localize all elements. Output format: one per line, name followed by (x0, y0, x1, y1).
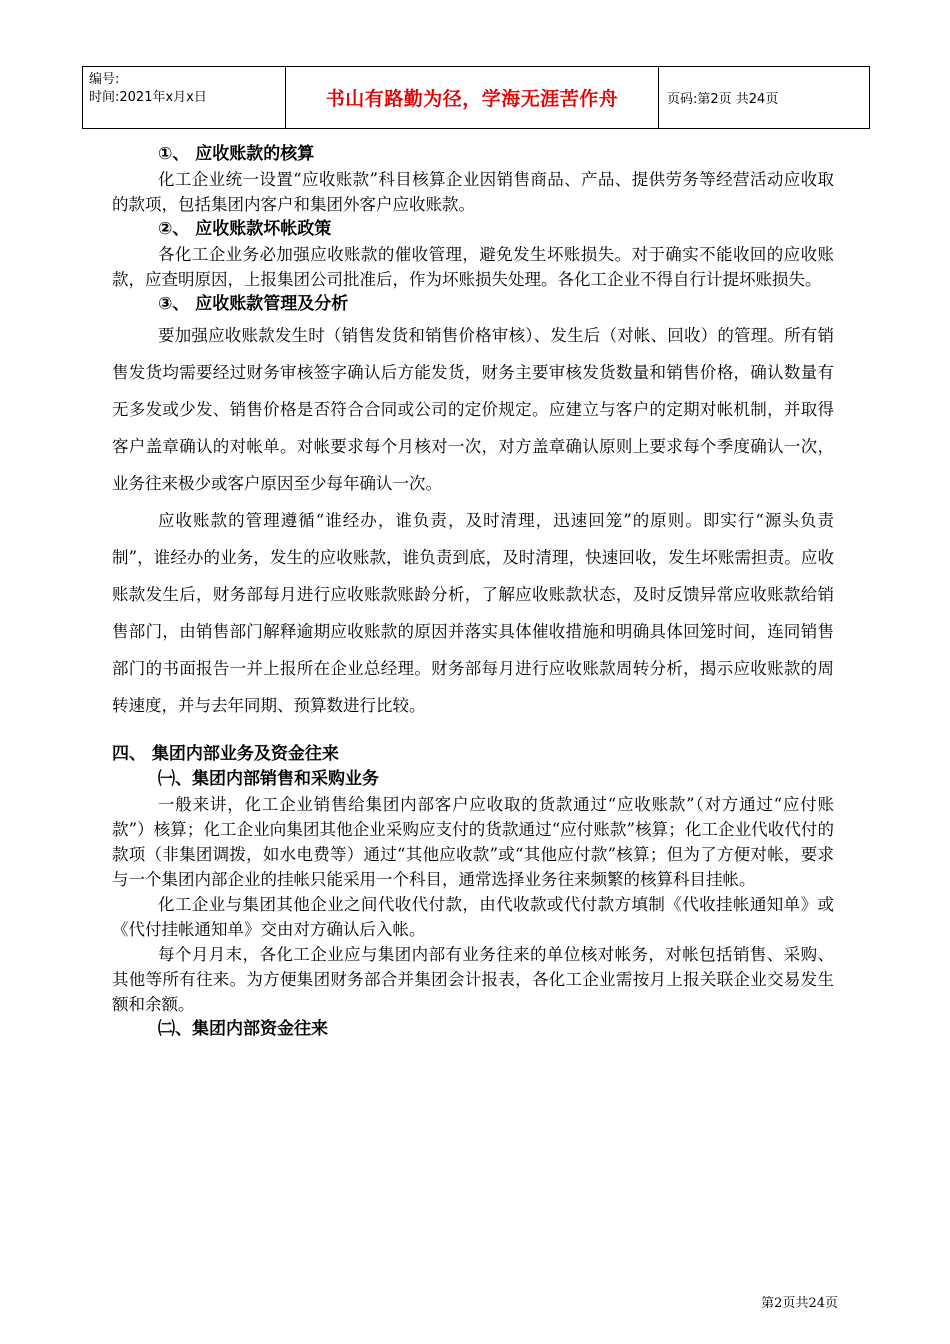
subsection-heading-2: ㈡、集团内部资金往来 (158, 1019, 328, 1039)
paragraph-4: 应收账款的管理遵循“谁经办，谁负责，及时清理，迅速回笼”的原则。即实行“源头负责制”，谁经办的业务，发生的应收账款，谁负责到底，及时清理，快速回收，发生坏账需担责。应收账款发生后，财务部每月进行应收账款账龄分析，了解应收账款状态，及时反馈异常应收账款给销售部门，由销售部门解释逾期应收账款的原因并落实具体催收措施和明确具体回笼时间，连同销售部门的书面报告一并上报所在企业总经理。财务部每月进行应收账款周转分析，揭示应收账款的周转速度，并与去年同期、预算数进行比较。 (112, 511, 834, 715)
header-meta (83, 67, 286, 128)
paragraph-7: 每个月月末，各化工企业应与集团内部有业务往来的单位核对帐务，对帐包括销售、采购、其他等所有往来。为方便集团财务部合并集团会计报表，各化工企业需按月上报关联企业交易发生额和余额。 (112, 945, 834, 1014)
paragraph-2: 各化工企业务必加强应收账款的催收管理，避免发生坏账损失。对于确实不能收回的应收账款，应查明原因，上报集团公司批准后，作为坏账损失处理。各化工企业不得自行计提坏账损失。 (112, 245, 834, 289)
document-time-label: 时间:2021年x月x日 (89, 90, 207, 105)
page-footer-number: 第2页共24页 (761, 1296, 838, 1311)
header-page-number: 页码:第2页 共24页 (667, 92, 779, 107)
section-heading-1: ①、 应收账款的核算 (158, 144, 315, 164)
section-heading-2: ②、 应收账款坏帐政策 (158, 219, 332, 239)
paragraph-3: 要加强应收账款发生时（销售发货和销售价格审核）、发生后（对帐、回收）的管理。所有销售发货均需要经过财务审核签字确认后方能发货，财务主要审核发货数量和销售价格，确认数量有无多发或少发、销售价格是否符合合同或公司的定价规定。应建立与客户的定期对帐机制，并取得客户盖章确认的对帐单。对帐要求每个月核对一次，对方盖章确认原则上要求每个季度确认一次，业务往来极少或客户原因至少每年确认一次。 (112, 326, 834, 493)
section-heading-3: ③、 应收账款管理及分析 (158, 294, 349, 314)
paragraph-5: 一般来讲，化工企业销售给集团内部客户应收取的货款通过“应收账款”（对方通过“应付账款”）核算；化工企业向集团其他企业采购应支付的货款通过“应付账款”核算；化工企业代收代付的款项（非集团调拨，如水电费等）通过“其他应收款”或“其他应付款”核算；但为了方便对帐，要求与一个集团内部企业的挂帐只能采用一个科目，通常选择业务往来频繁的核算科目挂帐。 (112, 795, 834, 889)
paragraph-1: 化工企业统一设置“应收账款”科目核算企业因销售商品、产品、提供劳务等经营活动应收取的款项，包括集团内客户和集团外客户应收账款。 (112, 170, 834, 214)
header-motto: 书山有路勤为径，学海无涯苦作舟 (286, 67, 659, 128)
document-body (112, 142, 834, 1042)
document-number-label: 编号: (89, 72, 120, 87)
paragraph-6: 化工企业与集团其他企业之间代收代付款，由代收款或代付款方填制《代收挂帐通知单》或《代付挂帐通知单》交由对方确认后入帐。 (112, 895, 834, 939)
chapter-heading-4: 四、 集团内部业务及资金往来 (112, 744, 339, 764)
subsection-heading-1: ㈠、集团内部销售和采购业务 (158, 769, 379, 789)
page-header (82, 66, 870, 129)
